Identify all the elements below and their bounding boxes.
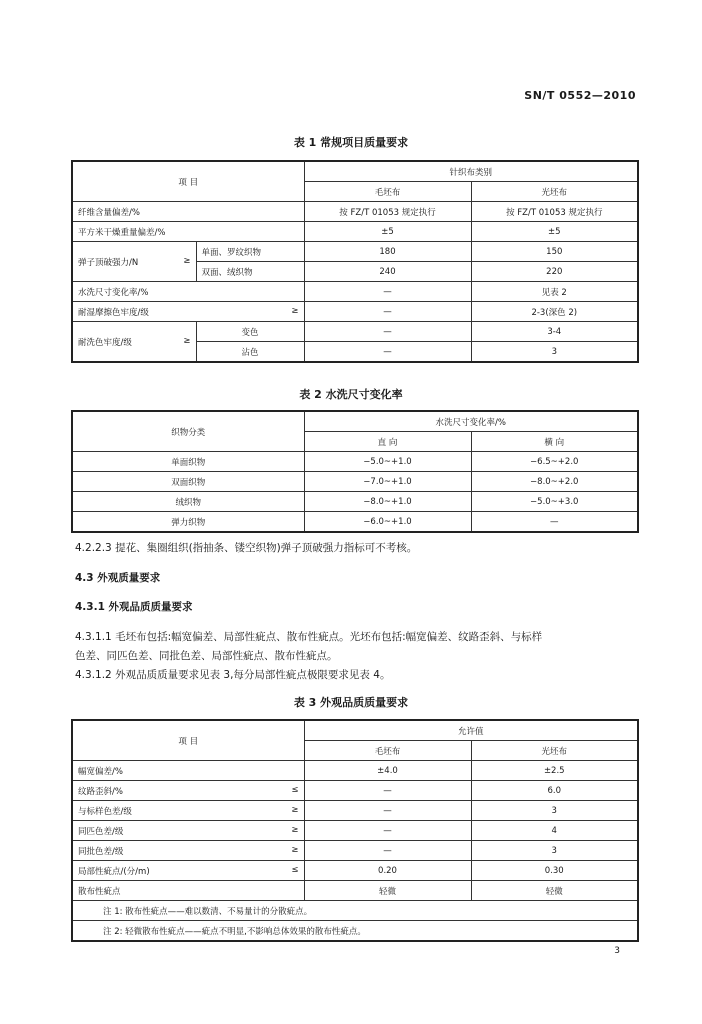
row-label: [72, 841, 304, 861]
table1: [71, 160, 639, 363]
label-text: 局部性疵点/(分/m): [78, 866, 150, 877]
table3-col-b: 光坯布: [471, 741, 638, 761]
table2-col-a: 直 向: [304, 432, 471, 452]
row-label: [72, 821, 304, 841]
cell-a: —: [304, 322, 471, 342]
label-text: 散布性疵点: [78, 886, 121, 897]
row-label: 绒织物: [72, 492, 304, 512]
clause-4-3-1-1-line1: 4.3.1.1 毛坯布包括:幅宽偏差、局部性疵点、散布性疵点。光坯布包括:幅宽偏差、纹路歪斜、与标样: [75, 631, 543, 643]
cell-b: 轻微: [471, 881, 638, 901]
cell-a: −8.0~+1.0: [304, 492, 471, 512]
cell-a: 0.20: [304, 861, 471, 881]
cell-a: 180: [304, 242, 471, 262]
cell-a: 轻微: [304, 881, 471, 901]
table-row: [72, 222, 638, 242]
cell-a: —: [304, 841, 471, 861]
row-label: [72, 861, 304, 881]
row-label: [72, 881, 304, 901]
row-label: 纤维含量偏差/%: [72, 202, 304, 222]
table-row: [72, 492, 638, 512]
row-label: [72, 781, 304, 801]
table1-header-item: 项 目: [72, 161, 304, 202]
table1-col-a: 毛坯布: [304, 182, 471, 202]
table-note-row: [72, 921, 638, 942]
heading-4-3-1: 4.3.1 外观品质质量要求: [75, 601, 193, 613]
table2-caption: 表 2 水洗尺寸变化率: [299, 388, 403, 401]
cell-a: ±5: [304, 222, 471, 242]
cell-a: −7.0~+1.0: [304, 472, 471, 492]
clause-4-2-2-3: 4.2.2.3 提花、集圈组织(指抽条、镂空织物)弹子顶破强力指标可不考核。: [75, 542, 418, 554]
label-text: 纹路歪斜/%: [78, 786, 123, 797]
table-note-row: [72, 901, 638, 921]
table3-col-a: 毛坯布: [304, 741, 471, 761]
row-label: [72, 761, 304, 781]
table3-header-group: 允许值: [304, 720, 638, 741]
rub-label: 耐湿摩擦色牢度/级: [78, 307, 149, 318]
table-row: [72, 302, 638, 322]
table-row: [72, 202, 638, 222]
ge-symbol: ≥: [183, 255, 191, 266]
label-text: 幅宽偏差/%: [78, 766, 123, 777]
cell-b: −8.0~+2.0: [471, 472, 638, 492]
row-label: 单面织物: [72, 452, 304, 472]
table1-col-b: 光坯布: [471, 182, 638, 202]
cell-b: 0.30: [471, 861, 638, 881]
clause-4-3-1-2: 4.3.1.2 外观品质质量要求见表 3,每分局部性疵点极限要求见表 4。: [75, 669, 391, 681]
table-row: [72, 452, 638, 472]
clause-4-3-1-1-line2: 色差、同匹色差、同批色差、局部性疵点、散布性疵点。: [75, 650, 338, 662]
table2-header-group: 水洗尺寸变化率/%: [304, 411, 638, 432]
cell-b: −5.0~+3.0: [471, 492, 638, 512]
table2-header-item: 织物分类: [72, 411, 304, 452]
table-row: [72, 472, 638, 492]
heading-4-3: 4.3 外观质量要求: [75, 572, 161, 584]
ge-symbol: ≥: [291, 804, 299, 815]
table-note: 注 1: 散布性疵点——难以数清、不易量计的分散疵点。: [72, 901, 638, 921]
table3-header-item: 项 目: [72, 720, 304, 761]
cell-b: 按 FZ/T 01053 规定执行: [471, 202, 638, 222]
table-row: [72, 881, 638, 901]
table-row: [72, 322, 638, 342]
ge-symbol: ≥: [183, 335, 191, 346]
row-label: [72, 242, 196, 282]
cell-b: −6.5~+2.0: [471, 452, 638, 472]
cell-b: 4: [471, 821, 638, 841]
wash-label: 耐洗色牢度/级: [78, 337, 132, 348]
cell-b: 见表 2: [471, 282, 638, 302]
cell-a: 240: [304, 262, 471, 282]
table-row: [72, 841, 638, 861]
table-note: 注 2: 轻微散布性疵点——疵点不明显,不影响总体效果的散布性疵点。: [72, 921, 638, 942]
table3-caption: 表 3 外观品质质量要求: [293, 696, 409, 709]
table-row: [72, 801, 638, 821]
cell-a: —: [304, 801, 471, 821]
cell-b: 3: [471, 801, 638, 821]
page-number: 3: [614, 946, 620, 956]
cell-b: 220: [471, 262, 638, 282]
table-row: [72, 242, 638, 262]
table-row: [72, 821, 638, 841]
sub-label: 双面、绒织物: [196, 262, 304, 282]
table1-header-group: 针织布类别: [304, 161, 638, 182]
row-label: [72, 801, 304, 821]
cell-a: 按 FZ/T 01053 规定执行: [304, 202, 471, 222]
cell-a: —: [304, 821, 471, 841]
cell-b: ±2.5: [471, 761, 638, 781]
table2: [71, 410, 639, 533]
cell-b: 6.0: [471, 781, 638, 801]
table-row: [72, 781, 638, 801]
sub-label: 单面、罗纹织物: [196, 242, 304, 262]
cell-b: ±5: [471, 222, 638, 242]
table-row: [72, 861, 638, 881]
row-label: 平方米干燥重量偏差/%: [72, 222, 304, 242]
cell-b: 150: [471, 242, 638, 262]
label-text: 同匹色差/级: [78, 826, 124, 837]
row-label: [72, 322, 196, 363]
label-text: 与标样色差/级: [78, 806, 132, 817]
table1-caption: 表 1 常规项目质量要求: [293, 136, 409, 149]
cell-b: 2-3(深色 2): [471, 302, 638, 322]
cell-a: —: [304, 781, 471, 801]
table2-col-b: 横 向: [471, 432, 638, 452]
cell-a: ±4.0: [304, 761, 471, 781]
le-symbol: ≤: [291, 784, 299, 795]
ge-symbol: ≥: [291, 305, 299, 316]
cell-a: —: [304, 342, 471, 363]
table-row: [72, 761, 638, 781]
sub-label: 变色: [196, 322, 304, 342]
ge-symbol: ≥: [291, 824, 299, 835]
cell-b: 3: [471, 342, 638, 363]
label-text: 同批色差/级: [78, 846, 124, 857]
cell-a: —: [304, 302, 471, 322]
cell-a: —: [304, 282, 471, 302]
standard-number: SN/T 0552—2010: [524, 89, 636, 102]
row-label: 双面织物: [72, 472, 304, 492]
le-symbol: ≤: [291, 864, 299, 875]
cell-b: 3: [471, 841, 638, 861]
table-row: [72, 282, 638, 302]
burst-label: 弹子顶破强力/N: [78, 257, 139, 268]
cell-b: —: [471, 512, 638, 533]
table-row: [72, 512, 638, 533]
ge-symbol: ≥: [291, 844, 299, 855]
cell-a: −6.0~+1.0: [304, 512, 471, 533]
cell-b: 3-4: [471, 322, 638, 342]
row-label: [72, 302, 304, 322]
table3: [71, 719, 639, 942]
row-label: 弹力织物: [72, 512, 304, 533]
row-label: 水洗尺寸变化率/%: [72, 282, 304, 302]
cell-a: −5.0~+1.0: [304, 452, 471, 472]
sub-label: 沾色: [196, 342, 304, 363]
